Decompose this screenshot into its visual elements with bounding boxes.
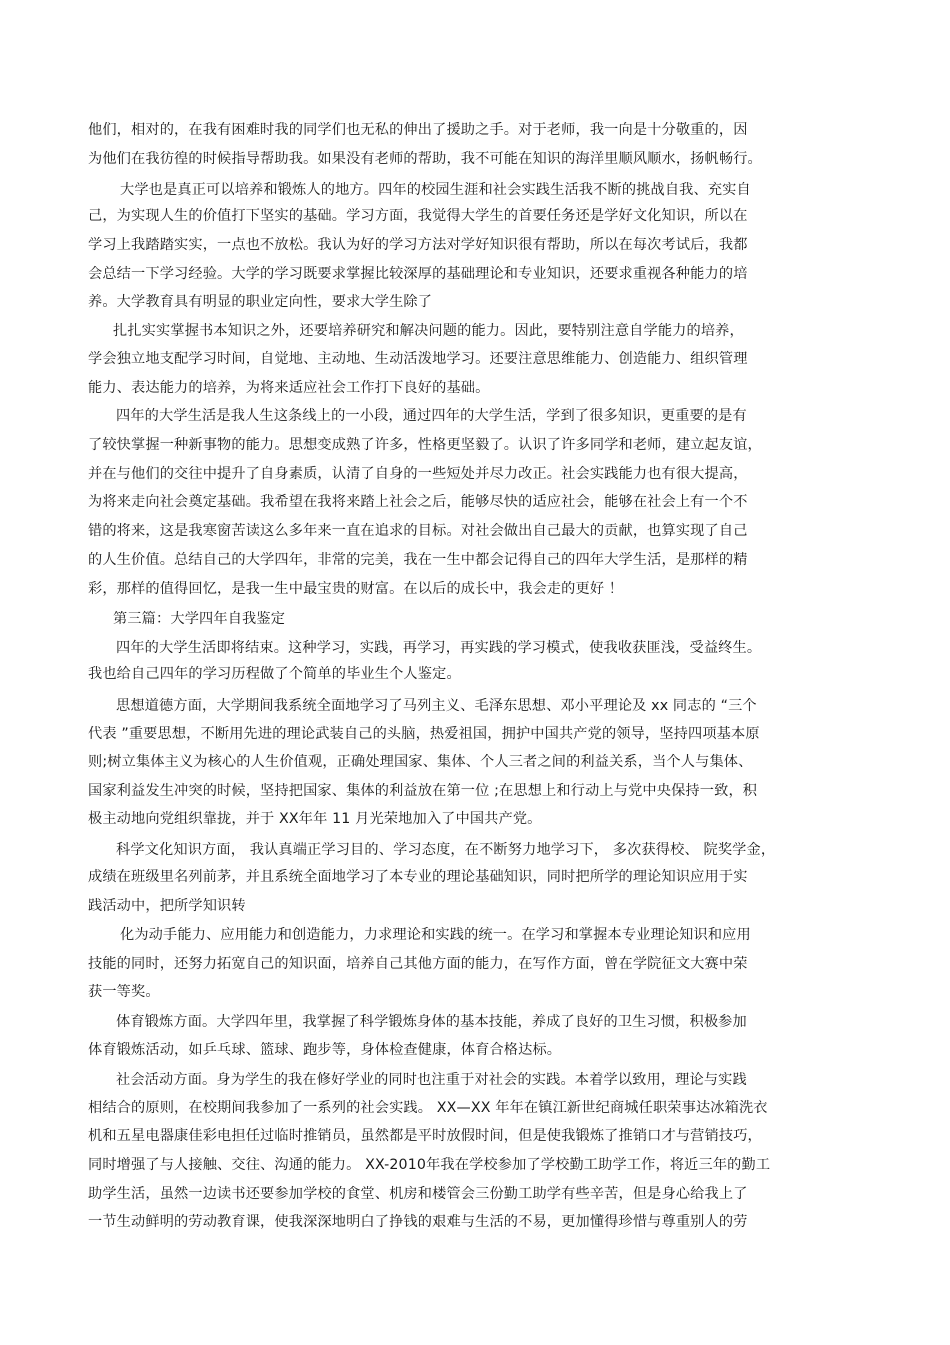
text-line: 一节生动鲜明的劳动教育课，使我深深地明白了挣钱的艰难与生活的不易，更加懂得珍惜与尊重别人的劳 xyxy=(88,1214,748,1230)
text-line: 相结合的原则，在校期间我参加了一系列的社会实践。 XX—XX 年年在镇江新世纪商城任职荣事达冰箱洗衣 xyxy=(88,1100,768,1116)
text-line: 为他们在我彷徨的时候指导帮助我。如果没有老师的帮助，我不可能在知识的海洋里顺风顺水，扬帆畅行。 xyxy=(88,151,762,167)
text-line: 他们，相对的，在我有困难时我的同学们也无私的伸出了援助之手。对于老师，我一向是十分敬重的，因 xyxy=(88,122,748,138)
text-line: 成绩在班级里名列前茅，并且系统全面地学习了本专业的理论基础知识，同时把所学的理论知识应用于实 xyxy=(88,869,748,885)
text-line: 四年的大学生活即将结束。这种学习，实践，再学习，再实践的学习模式，使我收获匪浅，受益终生。 xyxy=(116,640,762,656)
text-line: 体育锻炼方面。大学四年里，我掌握了科学锻炼身体的基本技能，养成了良好的卫生习惯，积极参加 xyxy=(116,1014,747,1030)
text-line: 学会独立地支配学习时间，自觉地、主动地、生动活泼地学习。还要注意思维能力、创造能力、组织管理 xyxy=(88,351,748,367)
text-line: 了较快掌握一种新事物的能力。思想变成熟了许多，性格更坚毅了。认识了许多同学和老师，建立起友谊， xyxy=(88,437,762,453)
text-line: 会总结一下学习经验。大学的学习既要求掌握比较深厚的基础理论和专业知识，还要求重视各种能力的培 xyxy=(88,266,748,282)
text-line: 体育锻炼活动，如乒乓球、篮球、跑步等，身体检查健康，体育合格达标。 xyxy=(88,1042,562,1058)
text-line: 能力、表达能力的培养，为将来适应社会工作打下良好的基础。 xyxy=(88,380,490,396)
text-line: 技能的同时，还努力拓宽自己的知识面，培养自己其他方面的能力，在写作方面，曾在学院征文大赛中荣 xyxy=(88,956,748,972)
text-line: 国家利益发生冲突的时候，坚持把国家、集体的利益放在第一位 ;在思想上和行动上与党中央保持一致，积 xyxy=(88,783,758,799)
text-line: 彩，那样的值得回忆，是我一生中最宝贵的财富。在以后的成长中，我会走的更好 ！ xyxy=(88,581,624,597)
text-line: 同时增强了与人接触、交往、沟通的能力。 XX-2010年我在学校参加了学校勤工助学工作，将近三年的勤工 xyxy=(88,1157,771,1173)
text-line: 践活动中，把所学知识转 xyxy=(88,898,246,914)
text-line: 机和五星电器康佳彩电担任过临时推销员，虽然都是平时放假时间，但是使我锻炼了推销口才与营销技巧， xyxy=(88,1128,762,1144)
text-line: 获一等奖。 xyxy=(88,984,160,1000)
text-line: 代表 ”重要思想，不断用先进的理论武装自己的头脑，热爱祖国，拥护中国共产党的领导，坚持四项基本原 xyxy=(88,726,760,742)
text-line: 学习上我踏踏实实，一点也不放松。我认为好的学习方法对学好知识很有帮助，所以在每次考试后，我都 xyxy=(88,237,748,253)
text-line: 思想道德方面，大学期间我系统全面地学习了马列主义、毛泽东思想、邓小平理论及 xx 同志的 “三个 xyxy=(116,698,757,714)
text-line: 的人生价值。总结自己的大学四年，非常的完美，我在一生中都会记得自己的四年大学生活，是那样的精 xyxy=(88,552,748,568)
text-line: 社会活动方面。身为学生的我在修好学业的同时也注重于对社会的实践。本着学以致用，理论与实践 xyxy=(116,1072,747,1088)
text-line: 并在与他们的交往中提升了自身素质，认清了自身的一些短处并尽力改正。社会实践能力也有很大提高， xyxy=(88,466,748,482)
text-line: 扎扎实实掌握书本知识之外，还要培养研究和解决问题的能力。因此，要特别注意自学能力的培养， xyxy=(113,323,744,339)
text-line: 错的将来，这是我寒窗苦读这么多年来一直在追求的目标。对社会做出自己最大的贡献，也算实现了自己 xyxy=(88,523,748,539)
text-line: 四年的大学生活是我人生这条线上的一小段，通过四年的大学生活，学到了很多知识，更重要的是有 xyxy=(116,408,747,424)
text-line: 为将来走向社会奠定基础。我希望在我将来踏上社会之后，能够尽快的适应社会，能够在社会上有一个不 xyxy=(88,494,748,510)
text-line: 化为动手能力、应用能力和创造能力，力求理论和实践的统一。在学习和掌握本专业理论知识和应用 xyxy=(120,927,751,943)
text-line: 大学也是真正可以培养和锻炼人的地方。四年的校园生涯和社会实践生活我不断的挑战自我、充实自 xyxy=(120,182,751,198)
text-line: 己，为实现人生的价值打下坚实的基础。学习方面，我觉得大学生的首要任务还是学好文化知识，所以在 xyxy=(88,208,748,224)
text-line: 我也给自己四年的学习历程做了个简单的毕业生个人鉴定。 xyxy=(88,666,461,682)
text-line: 助学生活，虽然一边读书还要参加学校的食堂、机房和楼管会三份勤工助学有些辛苦，但是身心给我上了 xyxy=(88,1186,748,1202)
section-heading: 第三篇：大学四年自我鉴定 xyxy=(113,611,286,627)
text-line: 则;树立集体主义为核心的人生价值观，正确处理国家、集体、个人三者之间的利益关系，当个人与集体、 xyxy=(88,754,753,770)
text-line: 科学文化知识方面， 我认真端正学习目的、学习态度，在不断努力地学习下， 多次获得校、 院奖学金， xyxy=(116,842,776,858)
text-line: 极主动地向党组织靠拢，并于 XX年年 11 月光荣地加入了中国共产党。 xyxy=(88,811,542,827)
text-line: 养。大学教育具有明显的职业定向性，要求大学生除了 xyxy=(88,294,433,310)
